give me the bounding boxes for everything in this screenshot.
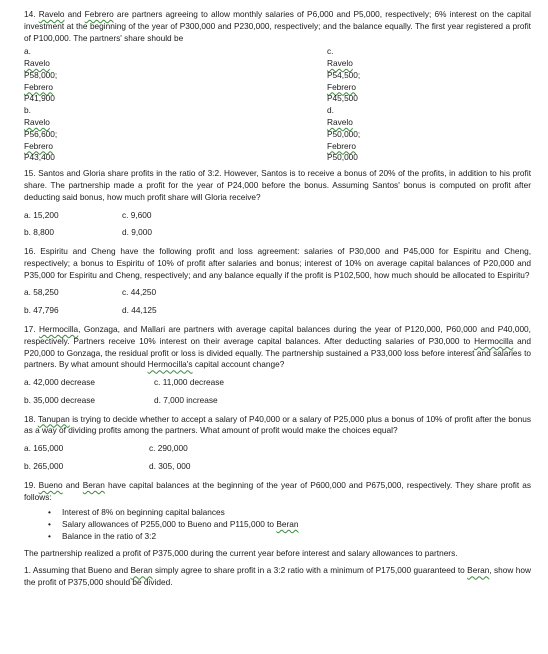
conjunction: and — [65, 479, 80, 490]
profit-sharing-list — [24, 507, 531, 542]
option-a: a. Ravelo P58,000; Febrero P41,900 — [24, 46, 58, 104]
option-d: d. 9,000 — [122, 227, 152, 238]
question-number: 18. — [24, 413, 36, 424]
name-febrero: Febrero — [84, 9, 114, 19]
question-18 — [24, 414, 531, 438]
name-bueno: Bueno — [38, 479, 63, 490]
name-beran: Beran — [82, 479, 105, 490]
question-17: 17. Hermocilla, Gonzaga, and Mallari are partners with average capital balances during the year of P120,000, P60,000 and P40,000, respectively. Partners receive 10% interest on their average capital balances. After deducting salaries of P30,000 to Hermocilla and P20,000 to Gonzaga, the residual profit or loss is divided equally. The partnership sustained a P33,000 loss before interest and salaries to partners. By what amount should Hermocilla's capital account change? — [24, 323, 531, 370]
bullet-icon: • — [48, 519, 51, 530]
question-number: 17. — [24, 323, 36, 334]
list-item: • Salary allowances of P255,000 to Bueno and P115,000 to Beran — [48, 519, 299, 530]
question-15: 15. Santos and Gloria share profits in the ratio of 3:2. However, Santos is to receive a bonus of 20% of the profits, in addition to his profit share. The partnership made a profit for the year of P24,000 before the bonus. Assuming Santos' bonus is computed on profit after deducting said bonus, how much profit share will Gloria receive? — [24, 168, 531, 202]
name-beran: Beran — [276, 519, 299, 530]
question-14 — [24, 9, 531, 44]
list-item: • Balance in the ratio of 3:2 — [48, 530, 157, 541]
question-number: 19. — [24, 479, 36, 490]
option-a: a. 58,250 — [24, 287, 59, 298]
question-14-options — [24, 46, 531, 164]
option-b: b. 35,000 decrease — [24, 394, 96, 405]
option-b: b. 265,000 — [24, 461, 64, 471]
question-15-options — [24, 210, 531, 240]
option-b: b. 8,800 — [24, 227, 54, 238]
option-c: c. Ravelo P54,500; Febrero P45,500 — [327, 46, 361, 104]
question-text: Gonzaga, and Mallari are partners with average capital balances during the year of P120,000, P60,000 and P40,000, respectively. Partners receive 10% interest on their average capital balances. After deducting salaries of P30,000 to — [24, 323, 531, 346]
name-hermocillas: Hermocilla's — [147, 359, 193, 370]
name-tanupan: Tanupan — [37, 413, 70, 424]
bullet-icon: • — [48, 507, 51, 518]
question-text: is trying to decide whether to accept a salary of P40,000 or a salary of P25,000 plus a bonus of 10% of profit after the bonus as a way of dividing profits among the partners. What amount of profit would make the choices equal? — [24, 413, 531, 436]
option-d: d. Ravelo P50,000; Febrero P50,000 — [327, 105, 361, 163]
question-17-options — [24, 377, 531, 407]
bullet-icon: • — [48, 530, 51, 541]
list-item: • Interest of 8% on beginning capital balances — [48, 507, 225, 518]
option-a: a. 42,000 decrease — [24, 377, 96, 388]
question-text: have capital balances at the beginning of the year of P600,000 and P675,000, respectively. They share profit as follows: — [24, 479, 532, 502]
name-hermocilla: Hermocilla — [38, 323, 79, 334]
option-b: b. Ravelo P56,600; Febrero P43,400 — [24, 105, 58, 163]
question-16: 16. Espiritu and Cheng have the following profit and loss agreement: salaries of P30,000 and P45,000 for Espiritu and Cheng, respectively; a bonus to Espiritu of 10% of profit after salaries and bonus; interest of 10% on average capital balances of P20,000 and P35,000 for Espiritu and Cheng, respectively; and any balance equally if the profit is P102,500, how much should be allocated to Espiritu? — [24, 246, 531, 280]
conjunction: and — [67, 9, 82, 19]
option-d: d. 305, 000 — [149, 461, 191, 471]
option-a: a. 165,000 — [24, 443, 64, 454]
option-c: c. 290,000 — [149, 443, 188, 454]
option-d: d. 44,125 — [122, 305, 157, 316]
question-19-note: The partnership realized a profit of P375,000 during the current year before interest and salary allowances to partners. — [24, 547, 458, 558]
name-beran: Beran — [130, 565, 153, 576]
name-beran: Beran — [467, 565, 490, 576]
question-16-options — [24, 287, 531, 317]
question-18-options — [24, 443, 531, 473]
question-number: 14. — [24, 9, 36, 19]
question-text: capital account change? — [194, 359, 285, 370]
option-d: d. 7,000 increase — [154, 394, 218, 405]
option-b: b. 47,796 — [24, 305, 59, 316]
question-text: and P20,000 to Gonzaga, the residual profit or loss is divided equally. The partnership sustained a P33,000 loss before interest and salaries to partners. By what amount should — [24, 335, 531, 370]
question-19-subquestion-1: 1. Assuming that Bueno and Beran simply agree to share profit in a 3:2 ratio with a minimum of P175,000 guaranteed to Beran, show how the profit of P375,000 should be divided. — [24, 565, 531, 588]
name-hermocilla: Hermocilla — [474, 335, 514, 346]
question-text: are partners agreeing to allow monthly salaries of P6,000 and P5,000, respectively; 6% interest on the capital investment at the beginning of the year of P300,000 and P230,000, respectively; and the balance equally. The first year registered a profit of P100,000. The partners' share should be — [24, 9, 531, 43]
option-a: a. 15,200 — [24, 209, 59, 220]
option-c: c. 11,000 decrease — [154, 377, 224, 388]
name-ravelo: Ravelo — [38, 9, 65, 19]
option-c: c. 44,250 — [122, 287, 157, 298]
question-19 — [24, 480, 531, 504]
option-c: c. 9,600 — [122, 209, 152, 220]
